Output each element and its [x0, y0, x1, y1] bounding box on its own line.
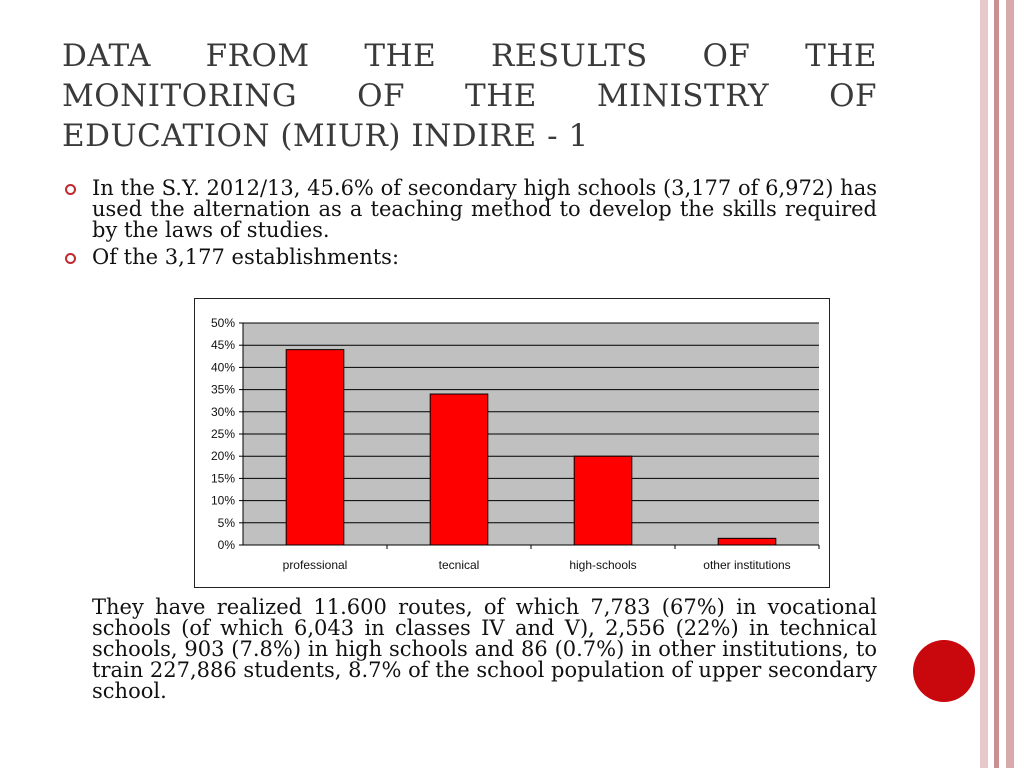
- bullet-ring-icon: [65, 253, 76, 264]
- y-tick-label: 25%: [210, 427, 235, 441]
- bar-high-schools: [574, 456, 632, 545]
- bullet-ring-icon: [65, 184, 76, 195]
- chart-svg: [195, 299, 829, 587]
- bullet-list: [62, 178, 877, 274]
- closing-paragraph: They have realized 11.600 routes, of which 7,783 (67%) in vocational schools (of which 6,043 in classes IV and V), 2,556 (22%) in technical schools, 903 (7.8%) in high schools and 86 (0.7%) in other institutions, to train 227,886 students, 8.7% of the school population of upper secondary school.: [92, 595, 877, 703]
- bullet-item-1: [62, 178, 877, 241]
- bar-other-institutions: [718, 538, 776, 545]
- y-tick-label: 10%: [210, 493, 235, 508]
- y-tick-label: 15%: [210, 471, 235, 486]
- x-tick-label: professional: [282, 558, 348, 572]
- y-tick-label: 50%: [210, 316, 235, 330]
- bar-professional: [286, 350, 344, 545]
- title-line-1: DATA FROM THE RESULTS OF THE: [62, 38, 877, 74]
- bullet-text-2: Of the 3,177 establishments:: [92, 245, 400, 269]
- y-tick-label: 30%: [210, 404, 235, 419]
- title-line-3: EDUCATION (MIUR) INDIRE - 1: [62, 118, 589, 154]
- slide-title: [62, 36, 877, 156]
- y-tick-label: 45%: [210, 338, 235, 353]
- y-tick-label: 5%: [217, 515, 235, 530]
- stripe-3: [1006, 0, 1014, 768]
- stripe-1: [980, 0, 988, 768]
- x-tick-label: other institutions: [703, 558, 791, 572]
- x-tick-label: high-schools: [569, 558, 637, 572]
- title-line-2: MONITORING OF THE MINISTRY OF: [62, 78, 877, 114]
- y-tick-label: 35%: [210, 382, 235, 397]
- decorative-red-circle: [913, 640, 975, 702]
- y-tick-label: 0%: [217, 538, 235, 552]
- bar-chart: [194, 298, 830, 588]
- bullet-item-2: [62, 247, 877, 268]
- bullet-text-1: In the S.Y. 2012/13, 45.6% of secondary high schools (3,177 of 6,972) has used the alternation as a teaching method to develop the skills required by the laws of studies.: [92, 176, 877, 242]
- y-tick-label: 20%: [210, 449, 235, 464]
- decorative-stripes: [980, 0, 1024, 768]
- bar-tecnical: [430, 394, 488, 545]
- stripe-2: [994, 0, 999, 768]
- y-tick-label: 40%: [210, 360, 235, 375]
- x-tick-label: tecnical: [438, 558, 480, 572]
